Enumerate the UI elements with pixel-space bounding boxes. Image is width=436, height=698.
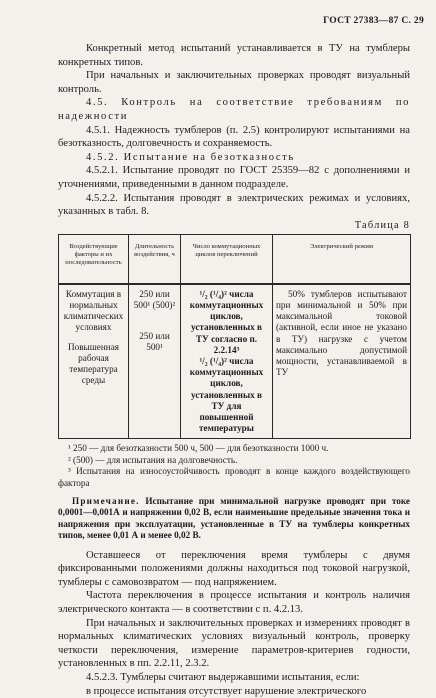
note-text: Испытание при минимальной нагрузке проводят при токе 0,0001—0,001А и напряжении 0,02 В, если наименьшие предельные значения тока и напряжения при эксплуатации, установленные в ТУ на тумблеры конкретных типов, менее 0,01 А и менее 0,02 В.	[58, 495, 410, 541]
column-header: Длительность воздействия, ч	[129, 234, 181, 284]
cycles-cell	[181, 284, 273, 439]
duration-cell	[129, 284, 181, 439]
factor-text: Коммутация в нормальных климатических условиях	[63, 288, 124, 333]
column-header: Воздействующие факторы и их последовательность	[59, 234, 129, 284]
duration-text: 250 или 500¹	[139, 331, 170, 353]
column-header: Число коммутационных циклов переключений	[181, 234, 273, 284]
table-8	[58, 234, 411, 440]
table-header-row	[59, 234, 411, 284]
footnote: ³ Испытания на износоустойчивость проводят в конце каждого воздействующего фактора	[58, 466, 410, 488]
factor-cell	[59, 284, 129, 439]
mode-cell	[273, 284, 411, 439]
section-heading: 4.5.2. Испытание на безотказность	[86, 151, 295, 163]
paragraph: 4.5.2.2. Испытания проводят в электрических режимах и условиях, указанных в табл. 8.	[58, 192, 410, 218]
column-header: Электрический режим	[273, 234, 411, 284]
paragraph: 4.5.2.1. Испытание проводят по ГОСТ 25359—82 с дополнениями и уточнениями, приведенными в данном подразделе.	[58, 165, 410, 190]
section-heading: 4.5. Контроль на соответствие требованиям по надежности	[58, 97, 410, 122]
paragraph: в процессе испытания отсутствует нарушение электрического	[86, 685, 367, 697]
note	[58, 496, 410, 542]
paragraph: 4.5.1. Надежность тумблеров (п. 2.5) контролируют испытаниями на безотказность, долговечность и сохраняемость.	[58, 124, 410, 150]
duration-text: 250 или 500¹ (500)²	[133, 288, 176, 310]
paragraph: Оставшееся от переключения время тумблеры с двумя фиксированными положениями должны находиться под токовой нагрузкой, тумблеры с самовозвратом — под напряжением.	[58, 549, 410, 588]
page-header: ГОСТ 27383—87 С. 29	[323, 16, 424, 26]
cycles-text: ¹/₂ (¹/₄)² числа коммутационных циклов, установленных в ТУ согласно п. 2.2.14³	[189, 288, 264, 355]
footnote: ¹ 250 — для безотказности 500 ч, 500 — для безотказности 1000 ч.	[68, 443, 329, 454]
table-caption: Таблица 8	[354, 219, 410, 231]
factor-text: Повышенная рабочая температура среды	[67, 341, 120, 386]
footnote: ² (500) — для испытания на долговечность.	[68, 454, 238, 465]
note-label: Примечание.	[72, 495, 140, 506]
page-body	[58, 42, 410, 698]
paragraph: Частота переключения в процессе испытания и контроль наличия электрического контакта — в соответствии с п. 4.2.13.	[58, 590, 410, 615]
paragraph: 4.5.2.3. Тумблеры считают выдержавшими испытания, если:	[86, 671, 360, 683]
paragraph: Конкретный метод испытаний устанавливается в ТУ на тумблеры конкретных типов.	[58, 43, 410, 68]
paragraph: При начальных и заключительных проверках и измерениях проводят в нормальных климатических условиях визуальный контроль, проверку четкости переключения, измерение параметров-критериев годности, установленных в пп. 2.2.11, 2.3.2.	[58, 617, 410, 670]
cycles-text: ¹/₂ (¹/₄)² числа коммутационных циклов, установленных в ТУ для повышенной температуры	[189, 355, 264, 434]
table-row	[59, 284, 411, 439]
paragraph: При начальных и заключительных проверках проводят визуальный контроль.	[58, 70, 410, 95]
mode-text: 50% тумблеров испытывают при минимальной и 50% при максимальной токовой (активной, если иное не указано в ТУ) нагрузке с учетом максимально допустимой мощности, устанавливаемой в ТУ	[276, 288, 407, 378]
